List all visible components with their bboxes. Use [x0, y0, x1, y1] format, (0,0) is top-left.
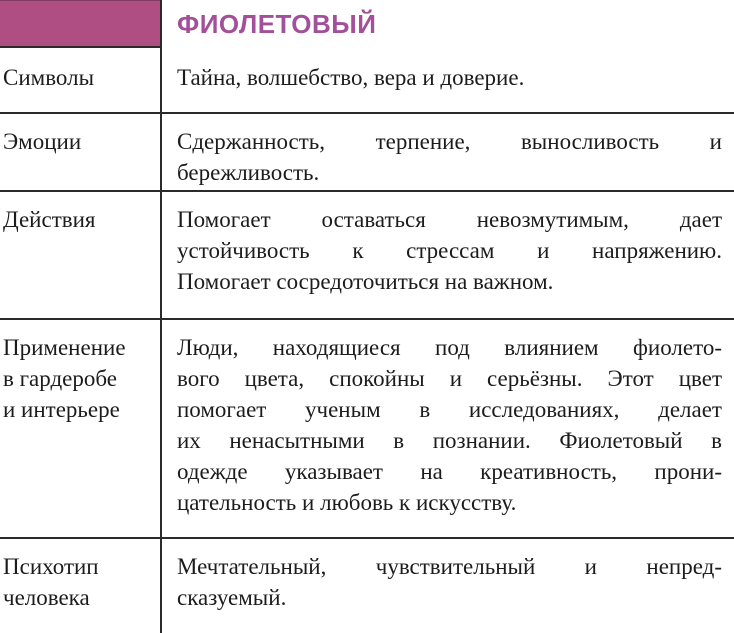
text-line: устойчивость к стрессам и напряжению.	[177, 238, 722, 263]
text-line: их ненасытными в познании. Фиолетовый в	[177, 428, 722, 453]
table-row	[0, 318, 734, 537]
table-row	[0, 190, 734, 318]
row-label	[0, 320, 162, 537]
text-line: бережливость.	[177, 160, 320, 185]
text-line: Символы	[3, 65, 95, 90]
table-header	[0, 0, 734, 50]
row-content	[162, 50, 734, 112]
text-line: сказуемый.	[177, 585, 287, 610]
row-content	[162, 114, 734, 190]
text-line: в гардеробе	[3, 366, 117, 391]
table-row	[0, 537, 734, 633]
text-line: Применение	[3, 335, 126, 360]
text-line: Помогает оставаться невозмутимым, дает	[177, 207, 722, 232]
text-line: Мечтательный, чувствительный и непред-	[177, 554, 722, 579]
text-line: Тайна, волшебство, вера и доверие.	[177, 65, 525, 90]
table-row	[0, 112, 734, 190]
text-line: Эмоции	[3, 129, 82, 154]
text-line: Сдержанность, терпение, выносливость и	[177, 129, 722, 154]
row-label	[0, 539, 162, 633]
text-line: Помогает сосредоточиться на важном.	[177, 269, 554, 294]
text-line: вого цвета, спокойны и серьёзны. Этот цвет	[177, 366, 722, 391]
text-line: одежде указывает на креативность, прони-	[177, 459, 722, 484]
row-label	[0, 192, 162, 318]
column-divider-line	[160, 0, 162, 633]
row-label	[0, 50, 162, 112]
table-body	[0, 50, 734, 633]
text-line: Люди, находящиеся под влиянием фиолето-	[177, 335, 722, 360]
page-title: ФИОЛЕТОВЫЙ	[177, 9, 377, 39]
row-content	[162, 320, 734, 537]
table-row	[0, 50, 734, 112]
row-content	[162, 192, 734, 318]
text-line: человека	[3, 585, 90, 610]
color-swatch	[0, 0, 161, 48]
row-label	[0, 114, 162, 190]
text-line: Психотип	[3, 554, 99, 579]
row-content	[162, 539, 734, 633]
text-line: цательность и любовь к искусству.	[177, 490, 517, 515]
text-line: помогает ученым в исследованиях, делает	[177, 397, 722, 422]
text-line: и интерьере	[3, 397, 120, 422]
text-line: Действия	[3, 207, 96, 232]
